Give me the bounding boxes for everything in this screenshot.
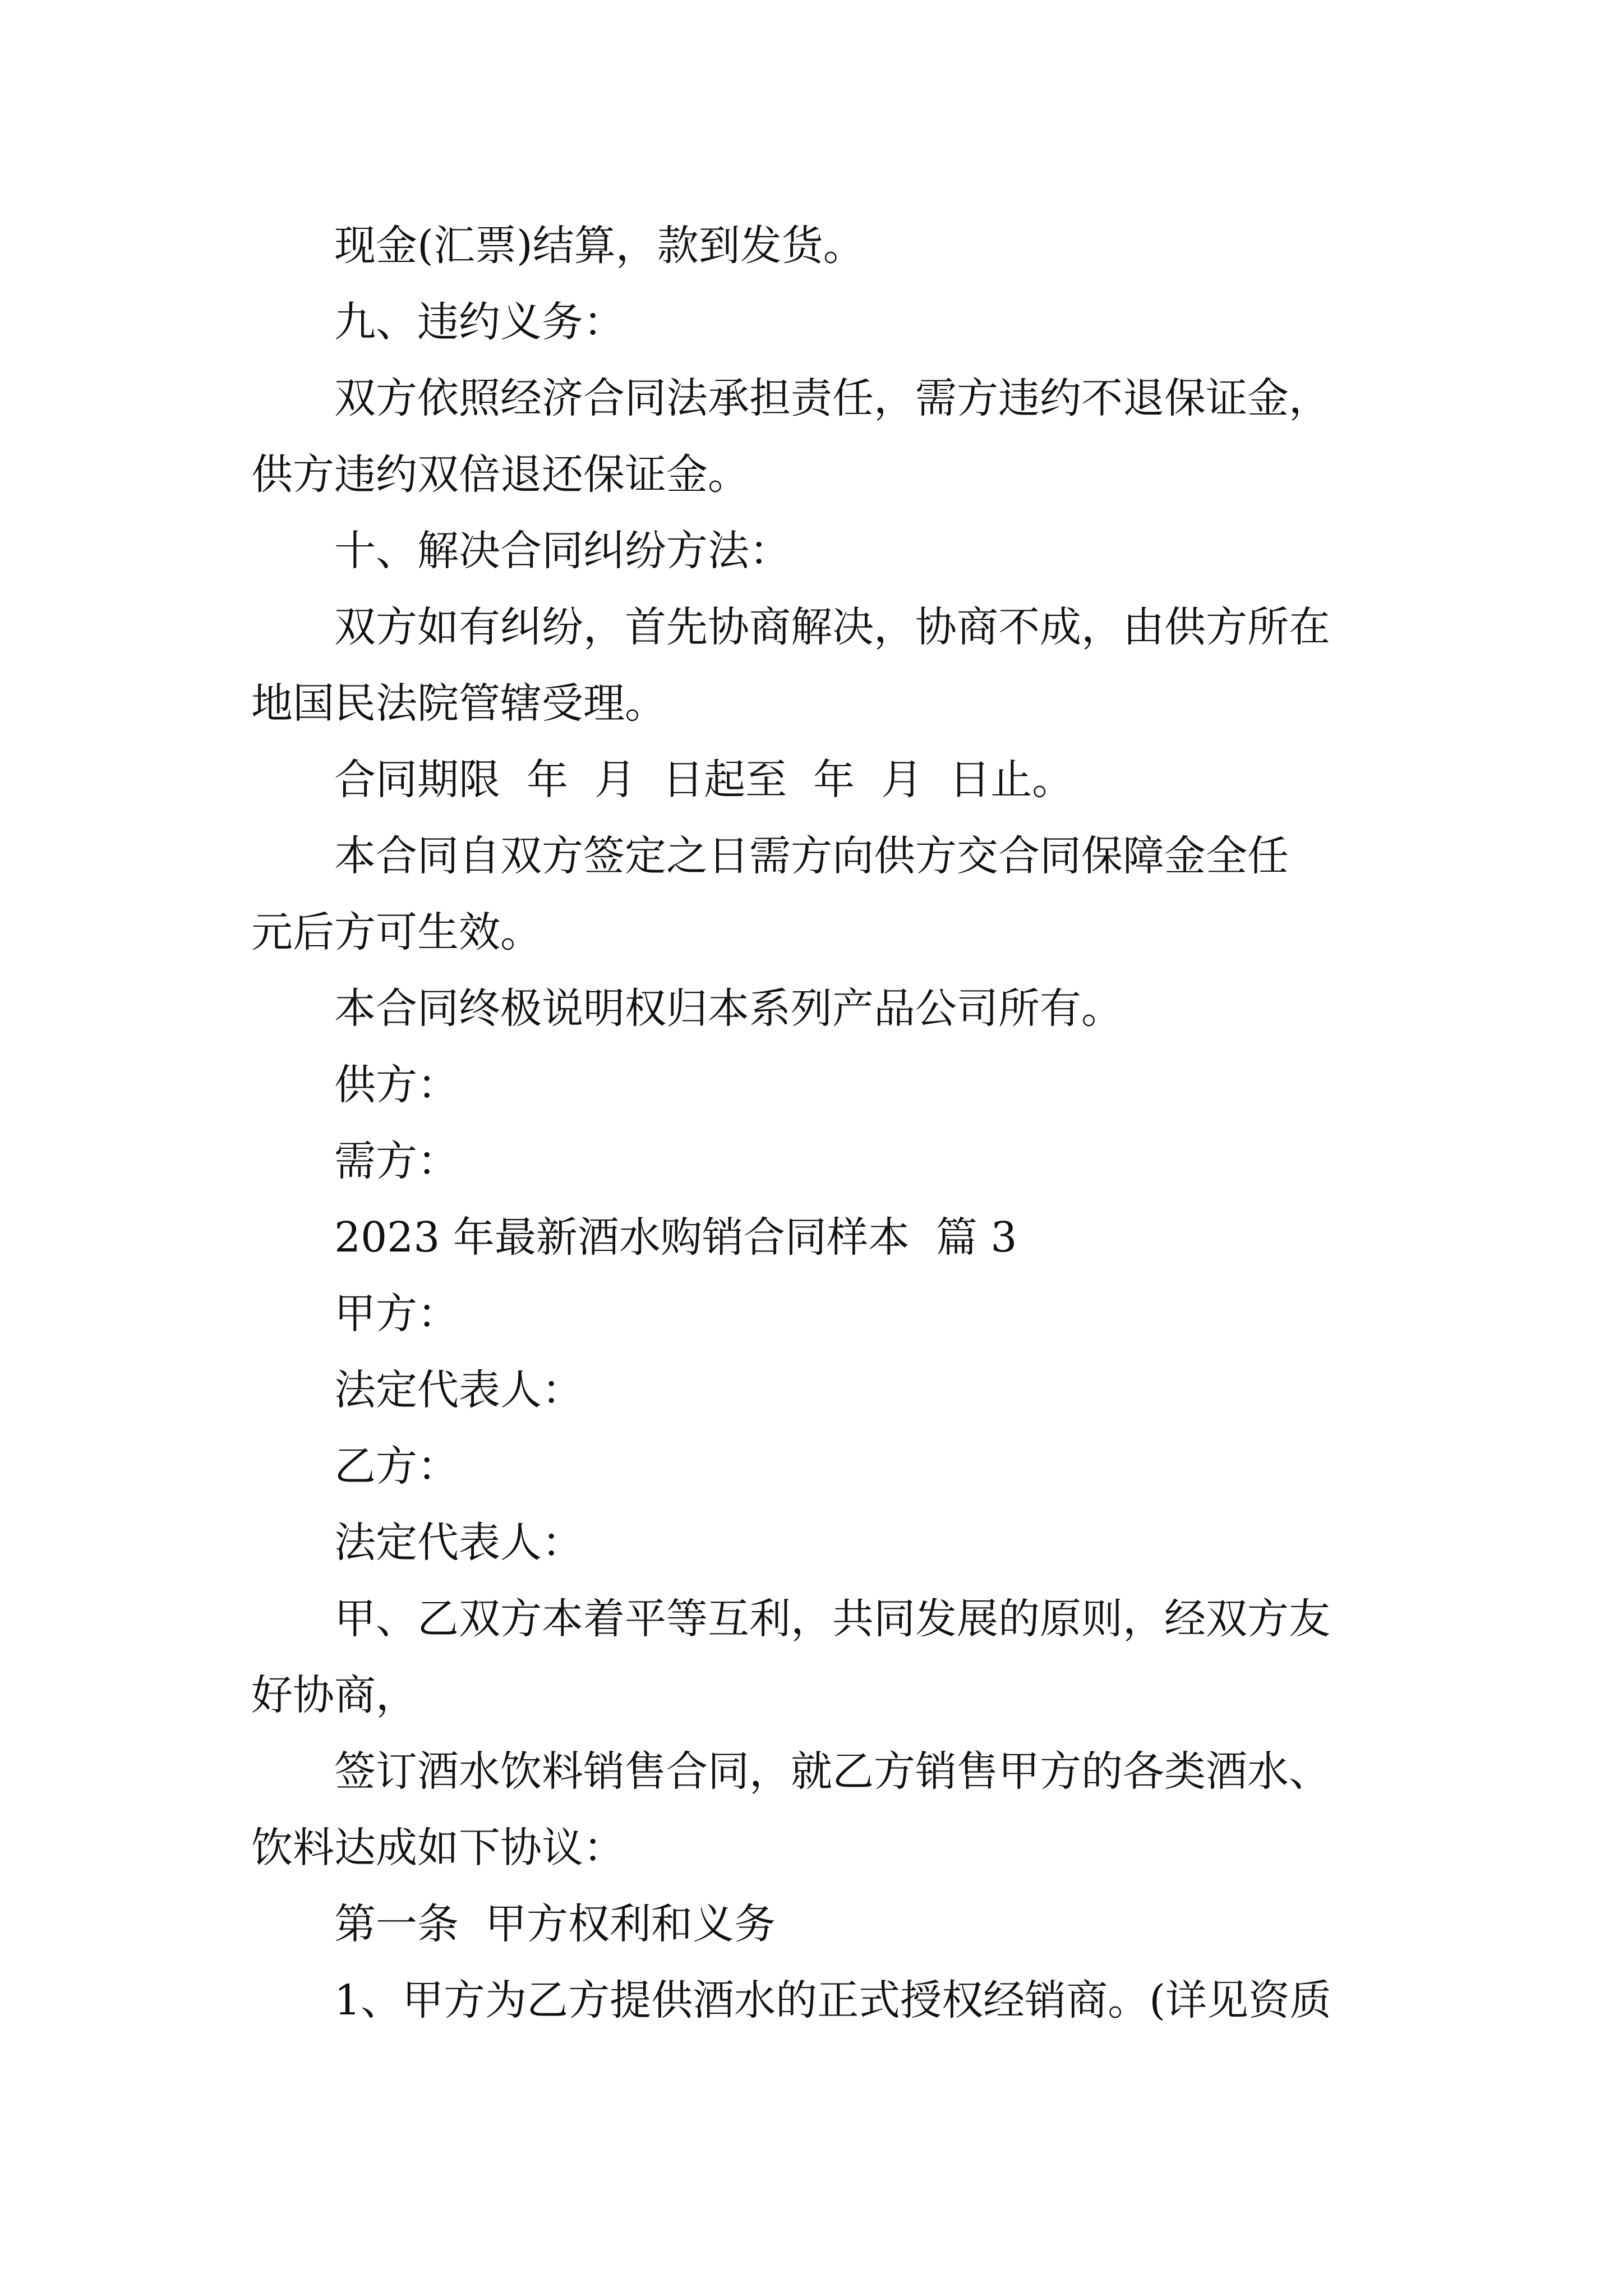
text-line: 供方：	[334, 1061, 459, 1109]
clause-heading: 第一条 甲方权利和义务	[334, 1900, 776, 1948]
document-body	[251, 208, 1390, 2039]
text-line: 地国民法院管辖受理。	[251, 679, 666, 728]
text-line: 十、解决合同纠纷方法：	[334, 527, 791, 575]
text-line: 双方如有纠纷，首先协商解决，协商不成，由供方所在	[334, 603, 1330, 651]
text-line: 本合同自双方签定之日需方向供方交合同保障金全任	[334, 832, 1289, 880]
text-line: 合同期限 年 月 日起至 年 月 日止。	[334, 756, 1074, 804]
text-line: 需方：	[334, 1137, 459, 1185]
text-line: 乙方：	[334, 1442, 459, 1490]
text-line: 签订酒水饮料销售合同，就乙方销售甲方的各类酒水、	[334, 1747, 1330, 1796]
text-line: 饮料达成如下协议：	[251, 1824, 625, 1872]
text-line: 本合同终极说明权归本系列产品公司所有。	[334, 984, 1123, 1033]
text-line: 法定代表人：	[334, 1519, 583, 1567]
text-line: 1、甲方为乙方提供酒水的正式授权经销商。(详见资质	[334, 1976, 1331, 2024]
text-line: 双方依照经济合同法承担责任，需方违约不退保证金，	[334, 374, 1330, 422]
text-line: 九、违约义务：	[334, 298, 625, 346]
section-heading: 2023 年最新酒水购销合同样本 篇 3	[334, 1213, 1017, 1262]
text-line: 甲、乙双方本着平等互利，共同发展的原则，经双方友	[334, 1595, 1330, 1643]
text-line: 元后方可生效。	[251, 908, 542, 956]
text-line: 甲方：	[334, 1290, 459, 1338]
text-line: 现金(汇票)结算，款到发货。	[334, 222, 865, 270]
text-line: 法定代表人：	[334, 1366, 583, 1414]
text-line: 供方违约双倍退还保证金。	[251, 450, 749, 499]
text-line: 好协商，	[251, 1671, 417, 1719]
